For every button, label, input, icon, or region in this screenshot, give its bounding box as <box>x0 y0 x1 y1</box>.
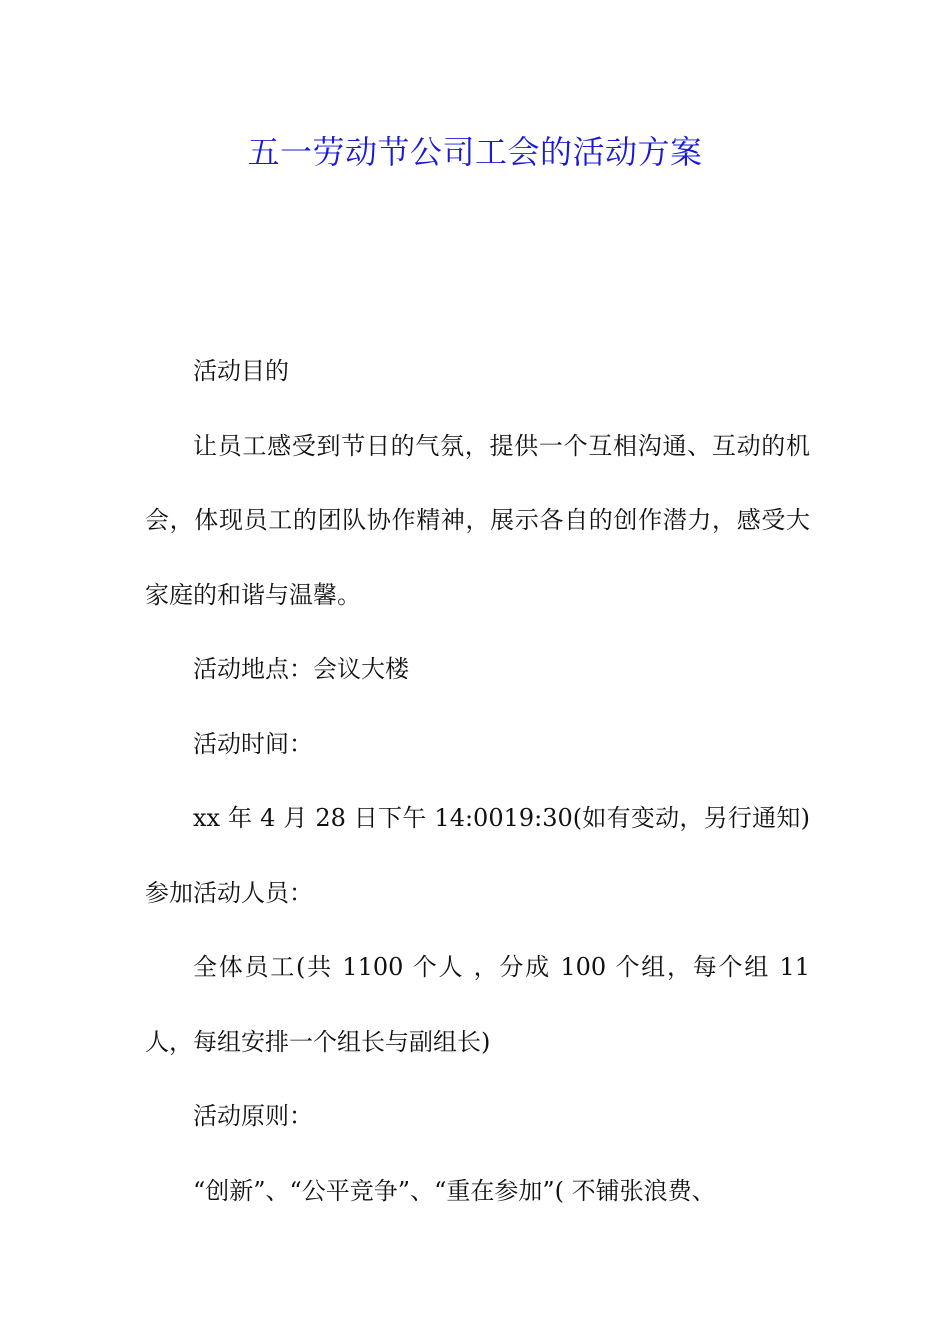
section-heading-principles: 活动原则： <box>193 1102 313 1130</box>
paragraph-principles: “创新”、“公平竞争”、“重在参加”( 不铺张浪费、 <box>193 1176 716 1205</box>
document-title: 五一劳动节公司工会的活动方案 <box>247 133 703 171</box>
section-heading-time: 活动时间： <box>193 729 313 758</box>
document-body <box>145 334 810 1228</box>
paragraph-purpose: 让员工感受到节日的气氛，提供一个互相沟通、互动的机会，体现员工的团队协作精神，展示各自的创作潜力，感受大家庭的和谐与温馨。 <box>145 431 810 609</box>
paragraph-location: 活动地点：会议大楼 <box>193 655 409 683</box>
paragraph-time-participants: xx 年 4 月 28 日下午 14:0019:30(如有变动，另行通知) 参加活动人员： <box>145 804 810 907</box>
paragraph-all-staff: 全体员工(共 1100 个人 ，分成 100 个组，每个组 11 人，每组安排一个组长与副组长) <box>145 953 810 1056</box>
section-heading-purpose: 活动目的 <box>193 357 289 385</box>
